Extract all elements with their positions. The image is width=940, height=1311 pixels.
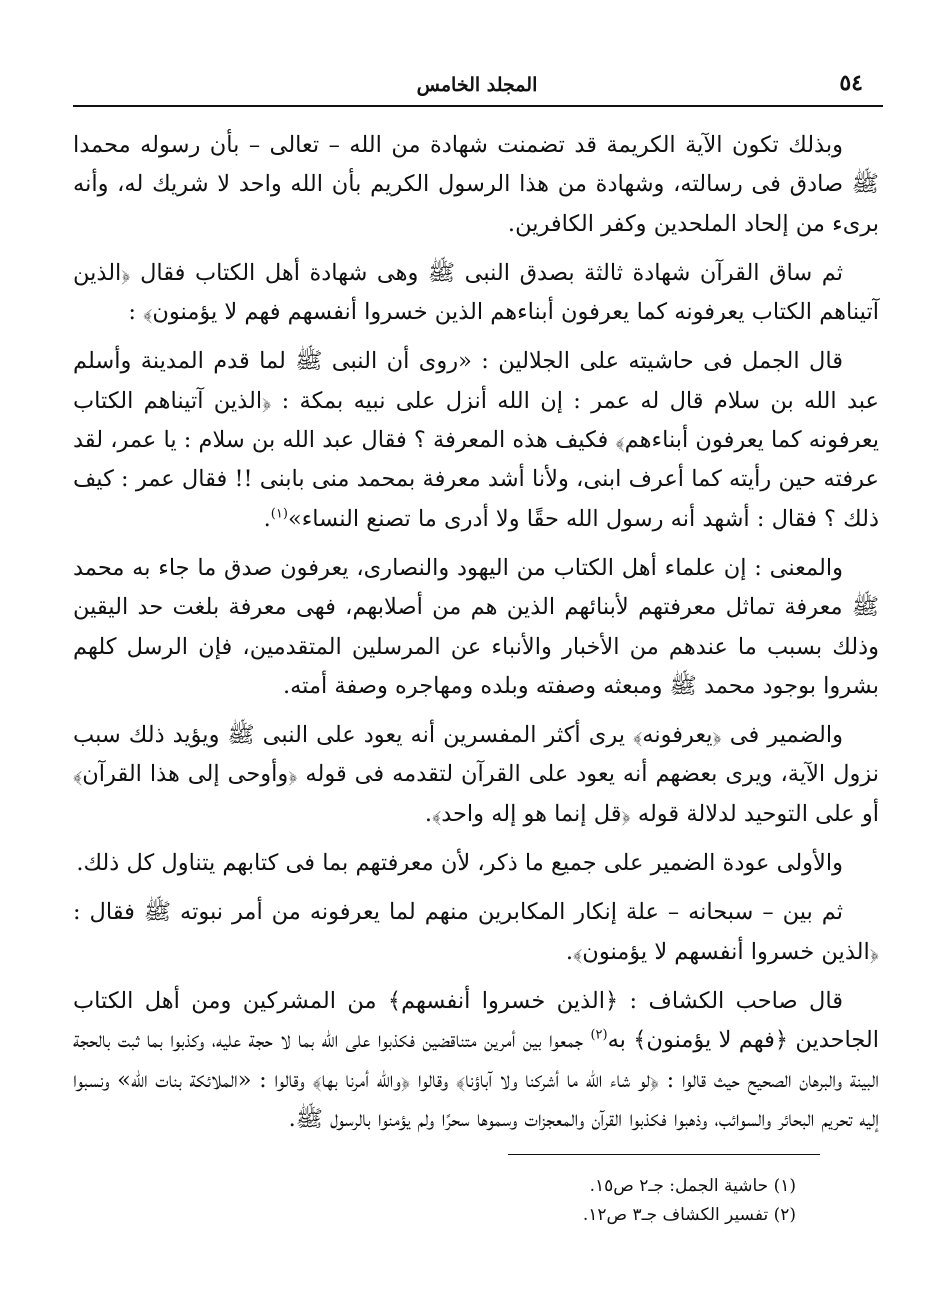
paragraph [73,982,879,1139]
main-text [73,126,879,1149]
page-header [73,68,881,104]
footnote: (١) حاشية الجمل: جـ٢ ص١٥. [589,1176,796,1196]
page-number: ٥٤ [839,70,863,96]
paragraph: ثم ساق القرآن شهادة ثالثة بصدق النبى ﷺ وهى شهادة أهل الكتاب فقال ﴿الذين آتيناهم الكتاب يعرفونه كما يعرفون أبناءهم الذين خسروا أنفسهم فهم لا يؤمنون﴾ : [73,259,879,326]
paragraph: والمعنى : إن علماء أهل الكتاب من اليهود والنصارى، يعرفون صدق ما جاء به محمد ﷺ معرفة تماثل معرفتهم لأبنائهم الذين هم من أصلابهم، فهى معرفة بلغت حد اليقين وذلك بسبب ما عندهم من الأخبار والأنباء عن المرسلين المتقدمين، فإن الرسل كلهم بشروا بوجود محمد ﷺ ومبعثه وصفته وبلده ومهاجره وصفة أمته. [73,554,879,699]
footnote: (٢) تفسير الكشاف جـ٣ ص١٢. [582,1205,796,1225]
paragraph-text: قال صاحب الكشاف : ﴿الذين خسروا أنفسهم﴾ من المشركين ومن أهل الكتاب الجاحدين ﴿فهم لا يؤمنون﴾ به [73,987,880,1054]
header-divider [73,105,883,107]
paragraph-text: قال الجمل فى حاشيته على الجلالين : «روى أن النبى ﷺ لما قدم المدينة وأسلم عبد الله بن سلام قال له عمر : إن الله أنزل على نبيه بمكة : ﴿الذين آتيناهم الكتاب يعرفونه كما يعرفون أبناءهم﴾ فكيف هذه المعرفة ؟ فقال عبد الله بن سلام : يا عمر، لقد عرفته حين رأيته كما أعرف ابنى، ولأنا أشد معرفة بمحمد منى بابنى !! فقال عمر : كيف ذلك ؟ فقال : أشهد أنه رسول الله حقًا ولا أدرى ما تصنع النساء» [73,348,879,532]
paragraph: ثم بين – سبحانه – علة إنكار المكابرين منهم لما يعرفونه من أمر نبوته ﷺ فقال : ﴿الذين خسروا أنفسهم لا يؤمنون﴾. [73,899,879,965]
footnote-divider [508,1154,820,1155]
paragraph: قال الجمل فى حاشيته على الجلالين : «روى أن النبى ﷺ لما قدم المدينة وأسلم عبد الله بن سلام قال له عمر : إن الله أنزل على نبيه بمكة : ﴿الذين آتيناهم الكتاب يعرفونه كما يعرفون أبناءهم﴾ فكيف هذه المعرفة ؟ فقال عبد الله بن سلام : يا عمر، لقد عرفته حين رأيته كما أعرف ابنى، ولأنا أشد معرفة بمحمد منى بابنى !! فقال عمر : كيف ذلك ؟ فقال : أشهد أنه رسول الله حقًا ولا أدرى ما تصنع النساء»$^{(١)}$. [73,348,879,532]
paragraph: والضمير فى ﴿يعرفونه﴾ يرى أكثر المفسرين أنه يعود على النبى ﷺ ويؤيد ذلك سبب نزول الآية، ويرى بعضهم أنه يعود على القرآن لتقدمه فى قوله ﴿وأوحى إلى هذا القرآن﴾ أو على التوحيد لدلالة قوله ﴿قل إنما هو إله واحد﴾. [73,722,879,827]
running-title: المجلد الخامس [416,74,538,96]
paragraph: والأولى عودة الضمير على جميع ما ذكر، لأن معرفتهم بما فى كتابهم يتناول كل ذلك. [76,850,843,877]
paragraph: وبذلك تكون الآية الكريمة قد تضمنت شهادة من الله – تعالى – بأن رسوله محمدا ﷺ صادق فى رسالته، وشهادة من هذا الرسول الكريم بأن الله واحد لا شريك له، وأنه برىء من إلحاد الملحدين وكفر الكافرين. [73,132,879,237]
footnote-reference: (١) [270,506,288,522]
footnotes [430,1172,796,1230]
footnote-reference: (٢) [590,1027,608,1043]
paragraph-text: جمعوا بين أمرين متناقضين فكذبوا على الله بما لا حجة عليه، وكذبوا بما ثبت بالحجة البينة والبرهان الصحيح حيث قالوا : ﴿لو شاء الله ما أشركنا ولا آباؤنا﴾ وقالوا ﴿والله أمرنا بها﴾ وقالوا : «الملائكة بنات الله» ونسبوا إليه تحريم البحائر والسوائب، وذهبوا فكذبوا القرآن والمعجزات وسموها سحرًا ولم يؤمنوا بالرسول ﷺ. [73,1027,879,1132]
